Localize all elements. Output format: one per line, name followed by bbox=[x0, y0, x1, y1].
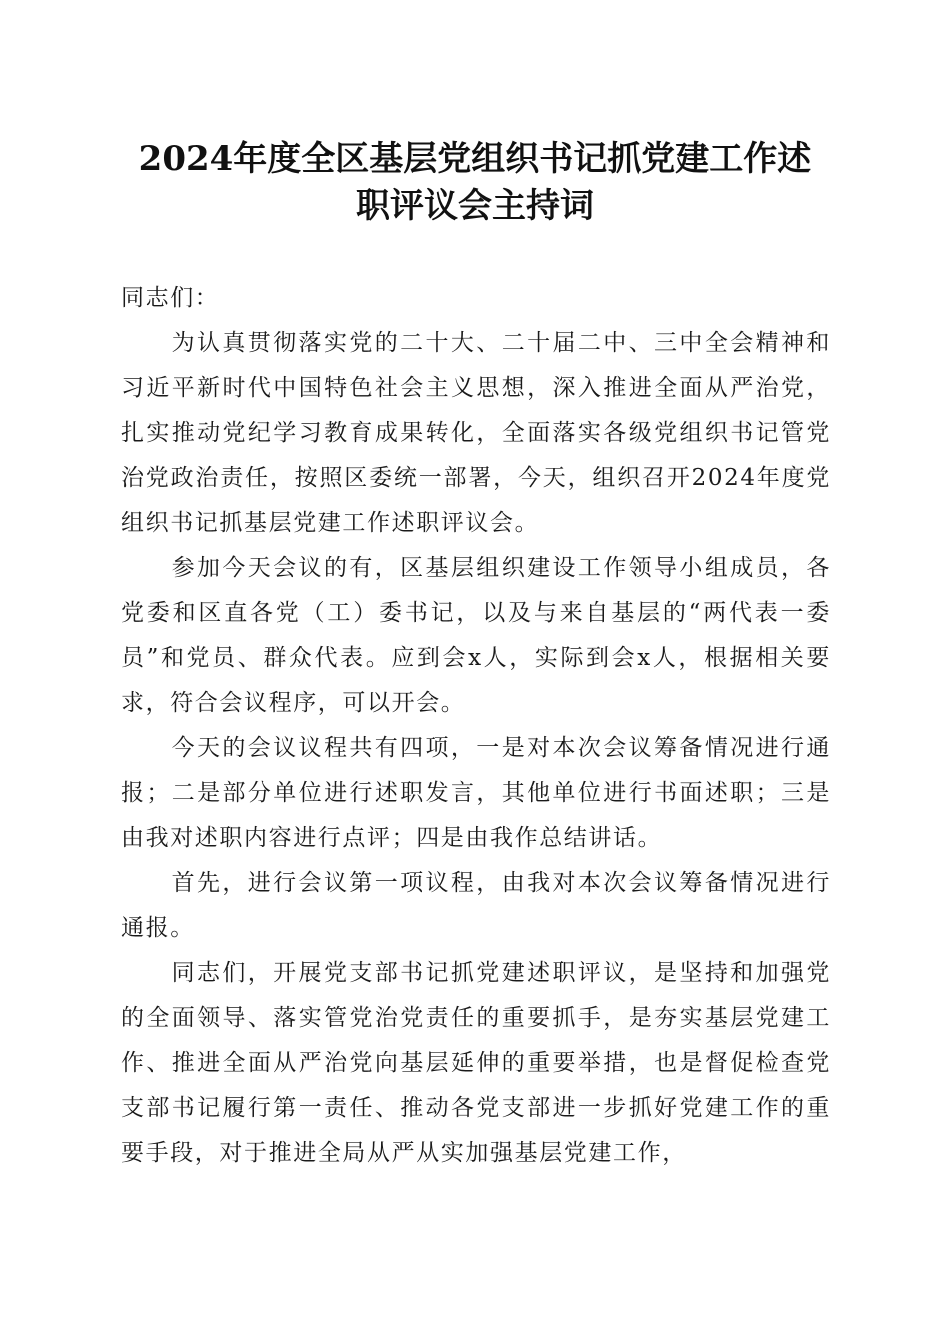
paragraph-3: 今天的会议议程共有四项，一是对本次会议筹备情况进行通报；二是部分单位进行述职发言，其他单位进行书面述职；三是由我对述职内容进行点评；四是由我作总结讲话。 bbox=[121, 735, 831, 851]
paragraph-2: 参加今天会议的有，区基层组织建设工作领导小组成员，各党委和区直各党（工）委书记，以及与来自基层的“两代表一委员”和党员、群众代表。应到会x人，实际到会x人，根据相关要求，符合会议程序，可以开会。 bbox=[121, 555, 831, 716]
title-line-2: 职评议会主持词 bbox=[356, 186, 594, 226]
document-title bbox=[100, 136, 850, 230]
salutation: 同志们： bbox=[121, 285, 220, 311]
document-body bbox=[121, 276, 831, 1176]
paragraph-4: 首先，进行会议第一项议程，由我对本次会议筹备情况进行通报。 bbox=[121, 870, 831, 941]
title-line-1: 2024年度全区基层党组织书记抓党建工作述 bbox=[138, 139, 812, 179]
paragraph-5: 同志们，开展党支部书记抓党建述职评议，是坚持和加强党的全面领导、落实管党治党责任的重要抓手，是夯实基层党建工作、推进全面从严治党向基层延伸的重要举措，也是督促检查党支部书记履行第一责任、推动各党支部进一步抓好党建工作的重要手段，对于推进全局从严从实加强基层党建工作， bbox=[121, 960, 831, 1166]
paragraph-1: 为认真贯彻落实党的二十大、二十届二中、三中全会精神和习近平新时代中国特色社会主义思想，深入推进全面从严治党，扎实推动党纪学习教育成果转化，全面落实各级党组织书记管党治党政治责任，按照区委统一部署，今天，组织召开2024年度党组织书记抓基层党建工作述职评议会。 bbox=[121, 330, 831, 536]
